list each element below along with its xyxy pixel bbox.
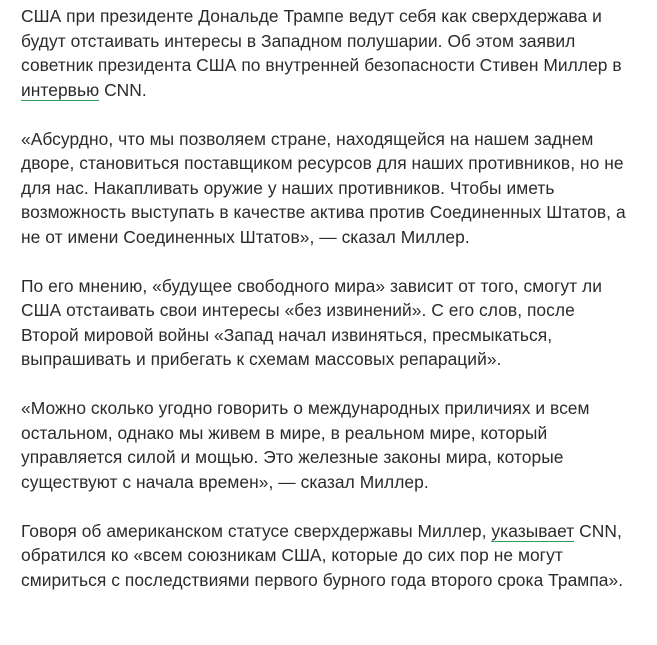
paragraph-intro-tail: CNN. xyxy=(99,79,147,100)
paragraph-allies-tail: CNN, обратился ко «всем союзникам США, которые до сих пор не могут смириться с последствиями первого бурного года второго срока Трампа». xyxy=(21,520,624,590)
paragraph-allies xyxy=(21,519,637,593)
paragraph-quote-2: «Можно сколько угодно говорить о международных приличиях и всем остальном, однако мы живем в мире, в реальном мире, который управляется силой и мощью. Это железные законы мира, которые существуют с начала времен», — сказал Миллер. xyxy=(21,398,590,492)
paragraph-intro xyxy=(21,4,637,102)
cnn-source-link[interactable]: указывает xyxy=(491,520,575,541)
paragraph-quote-1: «Абсурдно, что мы позволяем стране, находящейся на нашем заднем дворе, становиться поставщиком ресурсов для наших противников, но не для нас. Накапливать оружие у наших противников. Чтобы иметь возможность выступать в качестве актива против Соединенных Штатов, а не от имени Соединенных Штатов», — сказал Миллер. xyxy=(21,128,626,247)
paragraph-opinion: По его мнению, «будущее свободного мира» зависит от того, смогут ли США отстаивать свои интересы «без извинений». С его слов, после Второй мировой войны «Запад начал извиняться, пресмыкаться, выпрашивать и прибегать к схемам массовых репараций». xyxy=(21,275,602,369)
interview-link[interactable]: интервью xyxy=(21,79,100,100)
article-body xyxy=(21,4,637,617)
paragraph-allies-text: Говоря об американском статусе сверхдержавы Миллер, xyxy=(21,520,492,541)
paragraph-intro-text: США при президенте Дональде Трампе ведут себя как сверхдержава и будут отстаивать интересы в Западном полушарии. Об этом заявил советник президента США по внутренней безопасности Стивен Миллер в xyxy=(21,6,622,75)
